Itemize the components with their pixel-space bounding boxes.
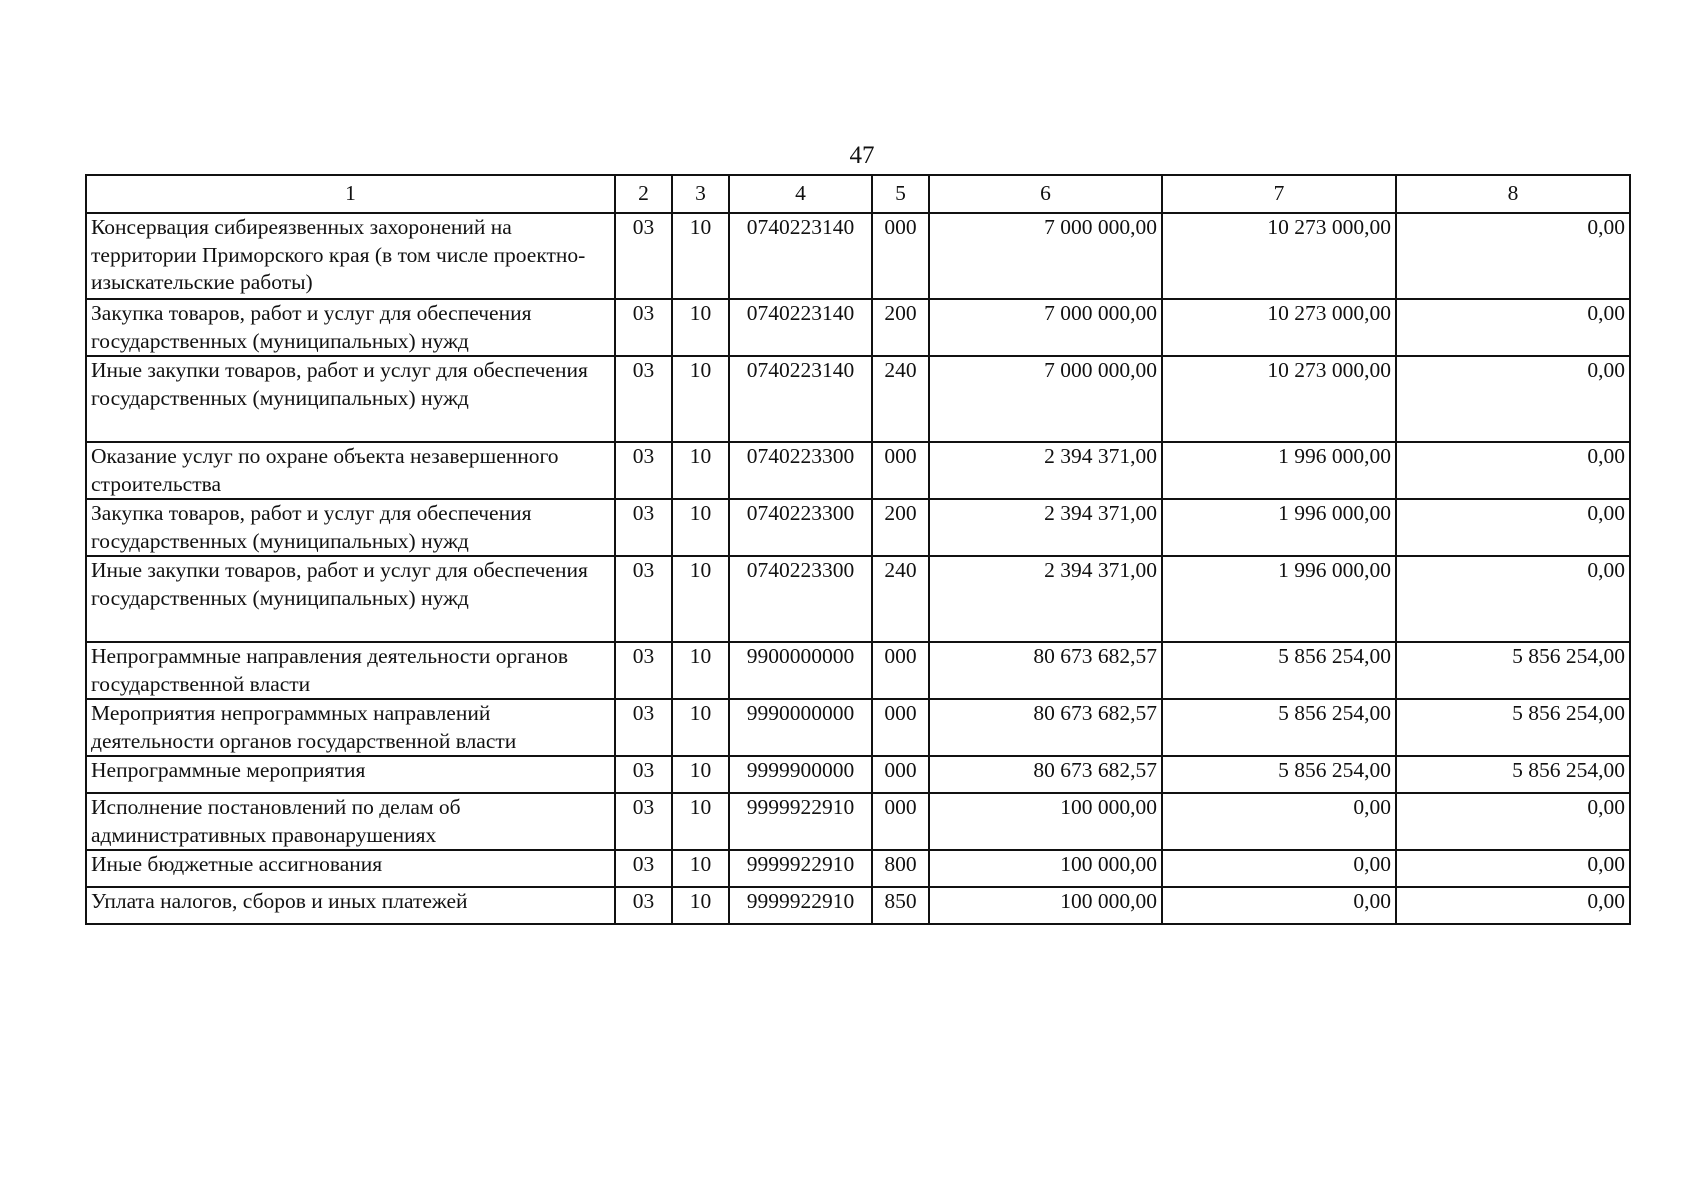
amount-col-6: 7 000 000,00 [929,213,1162,299]
column-header: 6 [929,175,1162,213]
section-code: 03 [615,356,672,442]
amount-col-6: 2 394 371,00 [929,442,1162,499]
amount-col-7: 0,00 [1162,793,1396,850]
amount-col-8: 0,00 [1396,887,1630,924]
budget-table [85,174,1631,925]
amount-col-7: 0,00 [1162,850,1396,887]
amount-col-8: 0,00 [1396,556,1630,642]
amount-col-6: 2 394 371,00 [929,556,1162,642]
column-header: 5 [872,175,929,213]
column-header: 1 [86,175,615,213]
target-article-code: 9999922910 [729,850,872,887]
expense-type-code: 240 [872,556,929,642]
column-header: 2 [615,175,672,213]
header-row [86,175,1630,213]
column-header: 4 [729,175,872,213]
section-code: 03 [615,299,672,356]
expense-type-code: 800 [872,850,929,887]
row-name: Иные закупки товаров, работ и услуг для обеспечения государственных (муниципальных) нужд [86,556,615,642]
target-article-code: 0740223300 [729,442,872,499]
table-row [86,299,1630,356]
subsection-code: 10 [672,793,729,850]
target-article-code: 0740223140 [729,356,872,442]
amount-col-8: 5 856 254,00 [1396,756,1630,793]
table-row [86,499,1630,556]
amount-col-8: 0,00 [1396,850,1630,887]
table-row [86,699,1630,756]
amount-col-8: 0,00 [1396,442,1630,499]
table-row [86,793,1630,850]
expense-type-code: 000 [872,442,929,499]
row-name: Иные закупки товаров, работ и услуг для обеспечения государственных (муниципальных) нужд [86,356,615,442]
target-article-code: 9999922910 [729,793,872,850]
table-row [86,887,1630,924]
section-code: 03 [615,442,672,499]
expense-type-code: 240 [872,356,929,442]
subsection-code: 10 [672,356,729,442]
row-name: Непрограммные направления деятельности органов государственной власти [86,642,615,699]
column-header: 3 [672,175,729,213]
amount-col-6: 100 000,00 [929,887,1162,924]
amount-col-7: 5 856 254,00 [1162,642,1396,699]
amount-col-8: 5 856 254,00 [1396,642,1630,699]
section-code: 03 [615,699,672,756]
subsection-code: 10 [672,699,729,756]
column-header: 8 [1396,175,1630,213]
target-article-code: 9900000000 [729,642,872,699]
amount-col-6: 100 000,00 [929,793,1162,850]
expense-type-code: 000 [872,793,929,850]
page-number: 47 [849,142,875,169]
expense-type-code: 000 [872,213,929,299]
table-row [86,442,1630,499]
amount-col-7: 5 856 254,00 [1162,756,1396,793]
table-row [86,642,1630,699]
section-code: 03 [615,499,672,556]
expense-type-code: 850 [872,887,929,924]
section-code: 03 [615,887,672,924]
expense-type-code: 000 [872,756,929,793]
table-row [86,556,1630,642]
amount-col-8: 0,00 [1396,299,1630,356]
subsection-code: 10 [672,499,729,556]
target-article-code: 9990000000 [729,699,872,756]
row-name: Закупка товаров, работ и услуг для обеспечения государственных (муниципальных) нужд [86,299,615,356]
section-code: 03 [615,756,672,793]
subsection-code: 10 [672,556,729,642]
row-name: Уплата налогов, сборов и иных платежей [86,887,615,924]
amount-col-8: 5 856 254,00 [1396,699,1630,756]
expense-type-code: 200 [872,299,929,356]
expense-type-code: 000 [872,699,929,756]
row-name: Закупка товаров, работ и услуг для обеспечения государственных (муниципальных) нужд [86,499,615,556]
amount-col-6: 80 673 682,57 [929,642,1162,699]
section-code: 03 [615,642,672,699]
section-code: 03 [615,850,672,887]
subsection-code: 10 [672,442,729,499]
amount-col-7: 10 273 000,00 [1162,356,1396,442]
table-row [86,213,1630,299]
target-article-code: 9999900000 [729,756,872,793]
expense-type-code: 200 [872,499,929,556]
amount-col-8: 0,00 [1396,213,1630,299]
expense-type-code: 000 [872,642,929,699]
row-name: Иные бюджетные ассигнования [86,850,615,887]
section-code: 03 [615,213,672,299]
table-row [86,356,1630,442]
amount-col-7: 1 996 000,00 [1162,499,1396,556]
section-code: 03 [615,556,672,642]
amount-col-6: 100 000,00 [929,850,1162,887]
table-row [86,850,1630,887]
target-article-code: 0740223140 [729,213,872,299]
amount-col-6: 80 673 682,57 [929,699,1162,756]
row-name: Мероприятия непрограммных направлений деятельности органов государственной власти [86,699,615,756]
row-name: Непрограммные мероприятия [86,756,615,793]
subsection-code: 10 [672,887,729,924]
amount-col-7: 1 996 000,00 [1162,442,1396,499]
subsection-code: 10 [672,850,729,887]
target-article-code: 0740223140 [729,299,872,356]
amount-col-7: 0,00 [1162,887,1396,924]
target-article-code: 0740223300 [729,499,872,556]
section-code: 03 [615,793,672,850]
amount-col-6: 2 394 371,00 [929,499,1162,556]
amount-col-8: 0,00 [1396,499,1630,556]
column-header: 7 [1162,175,1396,213]
target-article-code: 0740223300 [729,556,872,642]
row-name: Консервация сибиреязвенных захоронений на территории Приморского края (в том числе проектно-изыскательские работы) [86,213,615,299]
amount-col-8: 0,00 [1396,356,1630,442]
amount-col-8: 0,00 [1396,793,1630,850]
amount-col-7: 10 273 000,00 [1162,299,1396,356]
row-name: Оказание услуг по охране объекта незавершенного строительства [86,442,615,499]
amount-col-6: 80 673 682,57 [929,756,1162,793]
amount-col-6: 7 000 000,00 [929,356,1162,442]
amount-col-7: 10 273 000,00 [1162,213,1396,299]
target-article-code: 9999922910 [729,887,872,924]
amount-col-7: 1 996 000,00 [1162,556,1396,642]
subsection-code: 10 [672,213,729,299]
amount-col-6: 7 000 000,00 [929,299,1162,356]
subsection-code: 10 [672,642,729,699]
row-name: Исполнение постановлений по делам об административных правонарушениях [86,793,615,850]
subsection-code: 10 [672,756,729,793]
subsection-code: 10 [672,299,729,356]
amount-col-7: 5 856 254,00 [1162,699,1396,756]
table-row [86,756,1630,793]
